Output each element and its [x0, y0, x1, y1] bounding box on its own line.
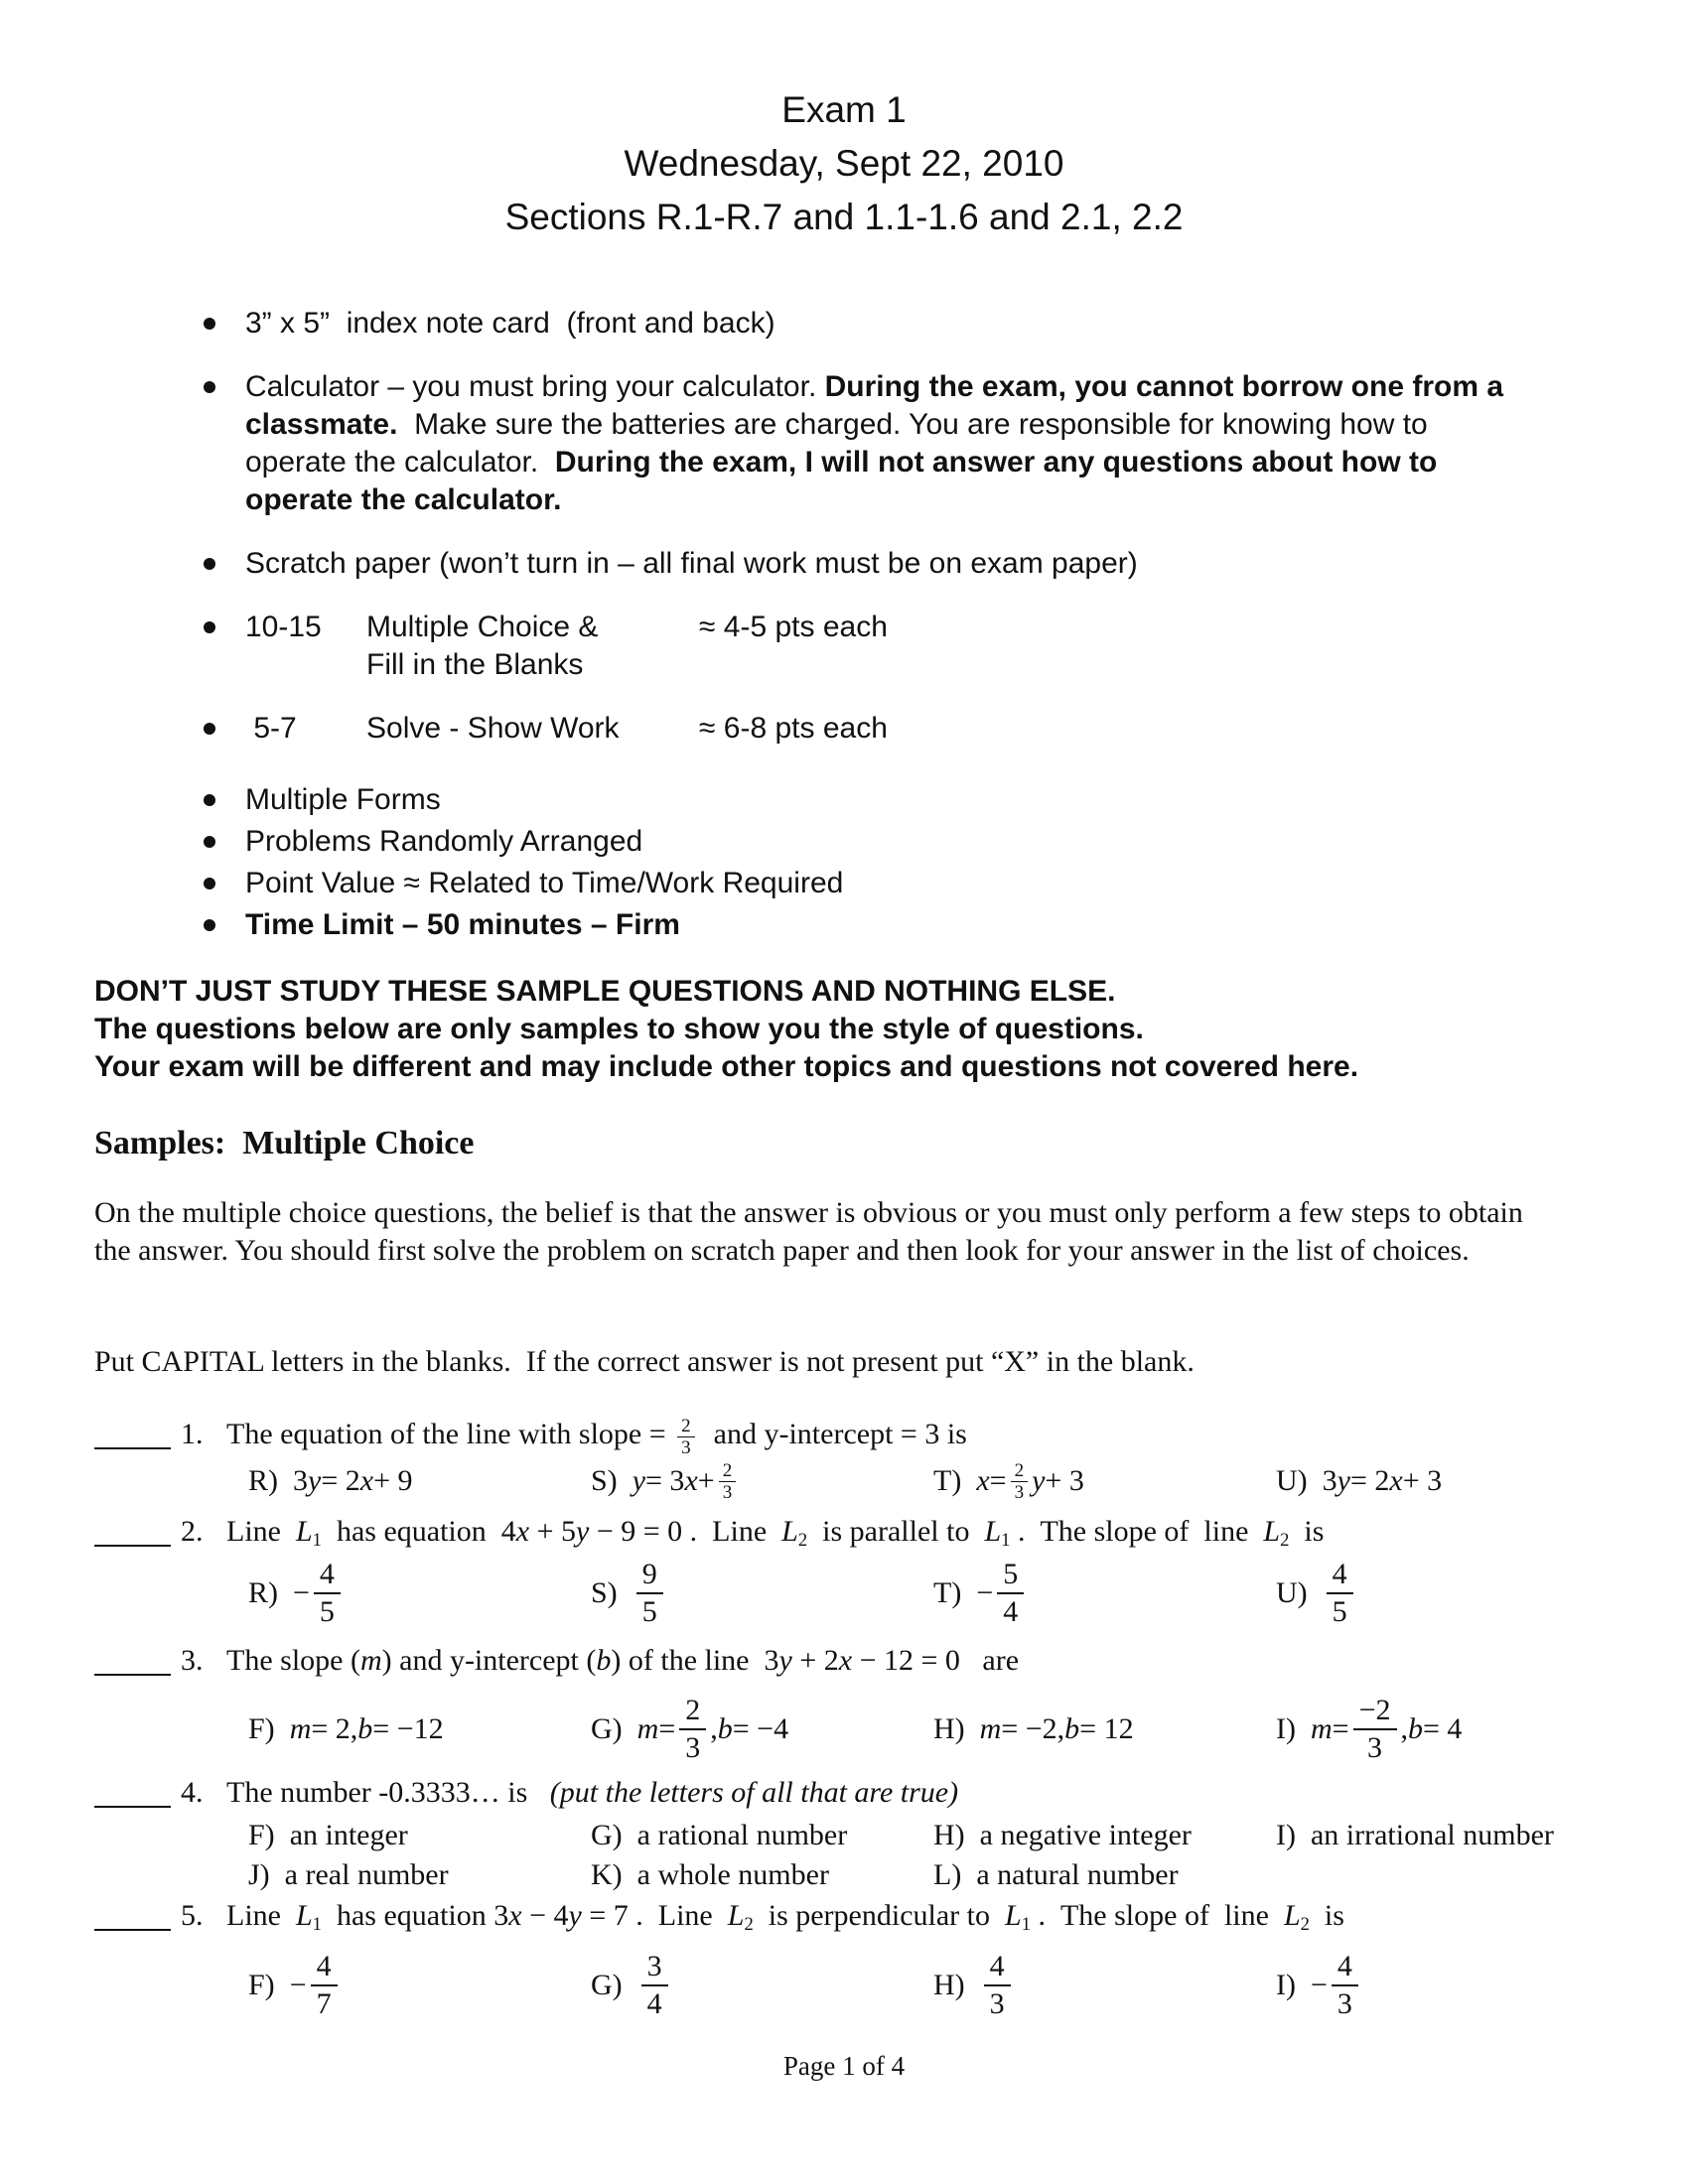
fraction: [997, 1558, 1024, 1629]
fraction-denominator: 5: [319, 1594, 335, 1628]
options-row: [94, 1816, 1618, 1855]
subscript-text: 2: [1280, 1529, 1290, 1551]
italic-text: x: [684, 1464, 698, 1498]
questions-list: [94, 1402, 1618, 2021]
option: [933, 1460, 1276, 1503]
option-letter: S): [591, 1464, 618, 1498]
fraction: [984, 1950, 1011, 2021]
fraction: [641, 1950, 668, 2021]
option: [1276, 1694, 1618, 1765]
italic-text: L: [727, 1898, 745, 1932]
warning-line: The questions below are only samples to show you the style of questions.: [94, 1013, 1144, 1045]
fraction-numerator: 3: [641, 1950, 668, 1986]
option: [1276, 1461, 1618, 1501]
fraction: [1327, 1558, 1353, 1629]
option-letter: H): [933, 1711, 965, 1745]
exam-title: Exam 1: [781, 89, 907, 130]
warning-line: Your exam will be different and may include other topics and questions not covered here.: [94, 1050, 1359, 1083]
italic-text: L: [1263, 1514, 1281, 1548]
option-letter: G): [591, 1968, 623, 2001]
bullet-item: [204, 545, 1524, 583]
italic-text: x: [508, 1898, 522, 1932]
bullet-item: [204, 906, 1524, 944]
exam-date: Wednesday, Sept 22, 2010: [624, 143, 1064, 184]
question-number: 4.: [181, 1775, 204, 1809]
fraction-denominator: 5: [1332, 1594, 1347, 1628]
fraction: [1353, 1694, 1397, 1765]
option-letter: G): [591, 1711, 623, 1745]
option: [933, 1855, 1276, 1895]
option-content: a negative integer: [979, 1818, 1192, 1851]
bullet-icon: [204, 723, 215, 735]
fraction-numerator: 4: [1327, 1558, 1353, 1594]
bullet-content: Multiple Forms: [245, 783, 441, 816]
option-letter: S): [591, 1575, 618, 1609]
question-text: Line $L_1$ has equation 3x − 4y = 7 . Line $L_2$ is perpendicular to $L_1$ . The slope of line $L_2$ is: [226, 1898, 1344, 1935]
option-letter: U): [1276, 1575, 1308, 1609]
italic-text: y: [576, 1514, 590, 1548]
option-content: a natural number: [976, 1857, 1179, 1891]
option-letter: K): [591, 1857, 623, 1891]
options-row: [94, 1558, 1618, 1629]
fraction: [1332, 1950, 1358, 2021]
fraction: [636, 1558, 663, 1629]
option-letter: U): [1276, 1464, 1308, 1498]
italic-text: L: [295, 1898, 313, 1932]
italic-text: (put the letters of all that are true): [549, 1775, 959, 1809]
fraction: [314, 1558, 341, 1629]
question-prompt-line: [94, 1641, 1618, 1681]
italic-text: b: [357, 1711, 373, 1745]
option-letter: I): [1276, 1711, 1296, 1745]
bullet-icon: [204, 558, 215, 570]
italic-text: b: [1408, 1711, 1423, 1745]
italic-text: L: [1005, 1898, 1022, 1932]
option-content: 3 y = 2 x + 3: [1323, 1461, 1443, 1501]
bullet-icon: [204, 621, 215, 633]
option-content: a whole number: [636, 1857, 829, 1891]
fraction-denominator: 5: [641, 1594, 657, 1628]
fraction: [719, 1460, 737, 1503]
option-letter: F): [248, 1711, 275, 1745]
bullet-question-count: 5-7: [245, 712, 297, 745]
option: [933, 1558, 1276, 1629]
option-content: a rational number: [636, 1818, 848, 1851]
intro-paragraph: On the multiple choice questions, the belief is that the answer is obvious or you must only perform a few steps to obtain the answer. You should first solve the problem on scratch paper and then look for your answer in the list of choices.: [94, 1196, 1523, 1267]
italic-text: m: [636, 1711, 659, 1745]
bullet-icon: [204, 878, 215, 889]
fraction-denominator: 3: [722, 1481, 733, 1503]
page-footer: Page 1 of 4: [782, 2051, 906, 2081]
option-content: m = −2, b = 12: [980, 1709, 1134, 1749]
question-text: The slope (m) and y-intercept (b) of the line 3y + 2x − 12 = 0 are: [226, 1643, 1020, 1677]
option-letter: I): [1276, 1968, 1296, 2001]
option-content: [637, 1950, 672, 2021]
subscript-text: 2: [1300, 1913, 1310, 1935]
fraction-denominator: 3: [1336, 1986, 1352, 2020]
option-letter: H): [933, 1968, 965, 2001]
option-letter: F): [248, 1818, 275, 1851]
answer-blank: [94, 1896, 171, 1931]
options-row: [94, 1855, 1618, 1895]
italic-text: y: [632, 1464, 646, 1498]
bold-text: During the exam, you cannot borrow one from a classmate.: [245, 370, 1504, 441]
fraction-numerator: 2: [677, 1416, 695, 1437]
fraction: [1011, 1460, 1029, 1503]
italic-text: y: [568, 1898, 582, 1932]
italic-text: m: [979, 1711, 1002, 1745]
bullet-item: [204, 781, 1524, 819]
option: [248, 1461, 591, 1501]
question: [94, 1512, 1618, 1629]
italic-text: y: [1032, 1464, 1046, 1498]
bullet-content: Calculator – you must bring your calculator. During the exam, you cannot borrow one from a classmate. Make sure the batteries are charged. You are responsible for knowing how to operate the calculator. During the exam, I will not answer any questions about how to operate the calculator.: [245, 370, 1504, 516]
italic-text: b: [717, 1711, 733, 1745]
option: [248, 1709, 591, 1749]
fraction-numerator: 2: [679, 1694, 706, 1730]
instructions-paragraph: Put CAPITAL letters in the blanks. If the correct answer is not present put “X” in the blank.: [94, 1345, 1195, 1378]
question-text: Line $L_1$ has equation 4x + 5y − 9 = 0 . Line $L_2$ is parallel to $L_1$ . The slope of line $L_2$ is: [226, 1514, 1325, 1551]
option: [248, 1950, 591, 2021]
option-letter: R): [248, 1575, 278, 1609]
fraction-denominator: 3: [1014, 1481, 1025, 1503]
option-letter: J): [248, 1857, 270, 1891]
italic-text: L: [984, 1514, 1002, 1548]
bullet-question-type: Solve - Show Work: [366, 712, 620, 745]
option: [591, 1460, 933, 1503]
option: [591, 1694, 933, 1765]
options-row: [94, 1694, 1618, 1765]
italic-text: m: [359, 1643, 382, 1677]
option-content: m = $\frac{2}{3}$ , b = −4: [636, 1693, 789, 1764]
fraction-denominator: 7: [316, 1986, 332, 2020]
option-letter: F): [248, 1968, 275, 2001]
bullet-icon: [204, 794, 215, 806]
question-text: The number -0.3333… is (put the letters of all that are true): [226, 1775, 959, 1809]
fraction-numerator: 4: [311, 1950, 338, 1986]
fraction: [677, 1416, 695, 1458]
question-number: 5.: [181, 1898, 204, 1932]
fraction-denominator: 4: [646, 1986, 662, 2020]
question-prompt-line: [94, 1773, 1618, 1813]
option-letter: L): [933, 1857, 962, 1891]
fraction: [679, 1694, 706, 1765]
italic-text: y: [1336, 1464, 1350, 1498]
bullet-item: [204, 865, 1524, 902]
subscript-text: 1: [1001, 1529, 1011, 1551]
bullet-icon: [204, 318, 215, 330]
fraction-numerator: 4: [314, 1558, 341, 1594]
option-content: an irrational number: [1310, 1818, 1554, 1851]
question-number: 3.: [181, 1643, 204, 1677]
bold-text: Time Limit – 50 minutes – Firm: [245, 908, 680, 941]
italic-text: m: [289, 1711, 312, 1745]
option: [933, 1816, 1276, 1855]
bullet-icon: [204, 381, 215, 393]
option: [248, 1558, 591, 1629]
answer-blank: [94, 1773, 171, 1808]
bullet-item: [204, 823, 1524, 861]
bullet-question-type: Multiple Choice & Fill in the Blanks: [366, 611, 599, 681]
bullet-question-count: 10-15: [245, 611, 322, 643]
exam-sections: Sections R.1-R.7 and 1.1-1.6 and 2.1, 2.2: [504, 197, 1184, 237]
italic-text: m: [1310, 1711, 1333, 1745]
option-content: x = $\frac{2}{3}$ y + 3: [976, 1459, 1084, 1503]
italic-text: x: [359, 1464, 374, 1498]
samples-heading: Samples: Multiple Choice: [94, 1125, 475, 1161]
option: [933, 1950, 1276, 2021]
option-content: − $\frac{4}{5}$: [293, 1558, 345, 1629]
bullet-icon: [204, 919, 215, 931]
fraction-numerator: 9: [636, 1558, 663, 1594]
question-number: 2.: [181, 1514, 204, 1548]
fraction-numerator: 2: [719, 1460, 737, 1482]
option-content: a real number: [284, 1857, 449, 1891]
question-text: The equation of the line with slope = $\frac{2}{3}$ and y-intercept = 3 is: [226, 1415, 967, 1458]
italic-text: x: [1389, 1464, 1403, 1498]
bullet-points-value: ≈ 6-8 pts each: [699, 712, 888, 745]
exam-format-list: [204, 781, 1524, 944]
option-content: [980, 1950, 1015, 2021]
italic-text: y: [308, 1464, 322, 1498]
fraction-denominator: 3: [685, 1730, 701, 1764]
subscript-text: 1: [312, 1913, 322, 1935]
warning-block: [94, 973, 1554, 1086]
options-row: [94, 1950, 1618, 2021]
question-number: 1.: [181, 1418, 204, 1450]
subscript-text: 1: [312, 1529, 322, 1551]
option-content: − $\frac{5}{4}$: [976, 1558, 1028, 1629]
option: [248, 1816, 591, 1855]
question: [94, 1896, 1618, 2021]
warning-line: DON’T JUST STUDY THESE SAMPLE QUESTIONS AND NOTHING ELSE.: [94, 975, 1116, 1008]
question: [94, 1773, 1618, 1895]
option-content: y = 3 x + $\frac{2}{3}$: [633, 1460, 741, 1503]
fraction-numerator: 4: [1332, 1950, 1358, 1986]
bullet-icon: [204, 836, 215, 848]
subscript-text: 2: [744, 1913, 754, 1935]
option: [591, 1558, 933, 1629]
title-block: [0, 83, 1688, 244]
answer-blank: [94, 1512, 171, 1547]
bullet-content: [245, 906, 1524, 944]
bold-text: During the exam, I will not answer any questions about how to operate the calculator.: [245, 446, 1438, 516]
option: [1276, 1950, 1618, 2021]
italic-text: b: [1064, 1711, 1080, 1745]
italic-text: b: [596, 1643, 612, 1677]
option-content: 3 y = 2 x + 9: [293, 1461, 413, 1501]
option-letter: T): [933, 1575, 962, 1609]
option: [933, 1709, 1276, 1749]
italic-text: L: [295, 1514, 313, 1548]
bullet-item: [204, 368, 1524, 519]
fraction-denominator: 3: [989, 1986, 1005, 2020]
options-row: [94, 1460, 1618, 1503]
bullet-content: Scratch paper (won’t turn in – all final work must be on exam paper): [245, 547, 1138, 580]
fraction-denominator: 4: [1003, 1594, 1019, 1628]
fraction-numerator: −2: [1353, 1694, 1397, 1730]
option-content: − $\frac{4}{7}$: [290, 1950, 342, 2021]
bullet-content: [245, 710, 1524, 748]
italic-text: L: [781, 1514, 798, 1548]
answer-blank: [94, 1415, 171, 1449]
fraction-denominator: 3: [1367, 1730, 1383, 1764]
bullet-item: [204, 609, 1524, 684]
option-letter: R): [248, 1464, 278, 1498]
bullet-item: [204, 710, 1524, 748]
italic-text: y: [778, 1643, 792, 1677]
option: [1276, 1816, 1618, 1855]
option-content: [1323, 1558, 1357, 1629]
bullet-content: Point Value ≈ Related to Time/Work Required: [245, 867, 844, 899]
italic-text: x: [976, 1464, 990, 1498]
bullet-content: Problems Randomly Arranged: [245, 825, 643, 858]
option: [248, 1855, 591, 1895]
option-letter: H): [933, 1818, 965, 1851]
option-content: − $\frac{4}{3}$: [1311, 1950, 1362, 2021]
bullet-points-value: ≈ 4-5 pts each: [699, 611, 888, 643]
question-prompt-line: [94, 1415, 1618, 1458]
question: [94, 1415, 1618, 1503]
option: [1276, 1558, 1618, 1629]
bullet-content: 3” x 5” index note card (front and back): [245, 307, 775, 340]
option-content: m = 2, b = −12: [290, 1709, 444, 1749]
bullet-item: [204, 305, 1524, 342]
bullet-content: [245, 609, 1524, 684]
fraction: [311, 1950, 338, 2021]
option: [591, 1855, 933, 1895]
option-content: [633, 1558, 667, 1629]
fraction-denominator: 3: [681, 1436, 691, 1458]
italic-text: x: [515, 1514, 530, 1548]
option-letter: I): [1276, 1818, 1296, 1851]
question-prompt-line: [94, 1512, 1618, 1556]
option: [591, 1950, 933, 2021]
fraction-numerator: 2: [1011, 1460, 1029, 1482]
fraction-numerator: 5: [997, 1558, 1024, 1594]
exam-supplies-list: [204, 305, 1524, 748]
subscript-text: 1: [1021, 1913, 1031, 1935]
question-prompt-line: [94, 1896, 1618, 1940]
option-content: an integer: [289, 1818, 408, 1851]
answer-blank: [94, 1641, 171, 1676]
question: [94, 1641, 1618, 1765]
fraction-numerator: 4: [984, 1950, 1011, 1986]
italic-text: x: [838, 1643, 853, 1677]
option-content: m = $\frac{-2}{3}$ , b = 4: [1310, 1693, 1463, 1764]
option-letter: G): [591, 1818, 623, 1851]
option-letter: T): [933, 1464, 962, 1498]
subscript-text: 2: [797, 1529, 808, 1551]
italic-text: L: [1283, 1898, 1301, 1932]
option: [591, 1816, 933, 1855]
